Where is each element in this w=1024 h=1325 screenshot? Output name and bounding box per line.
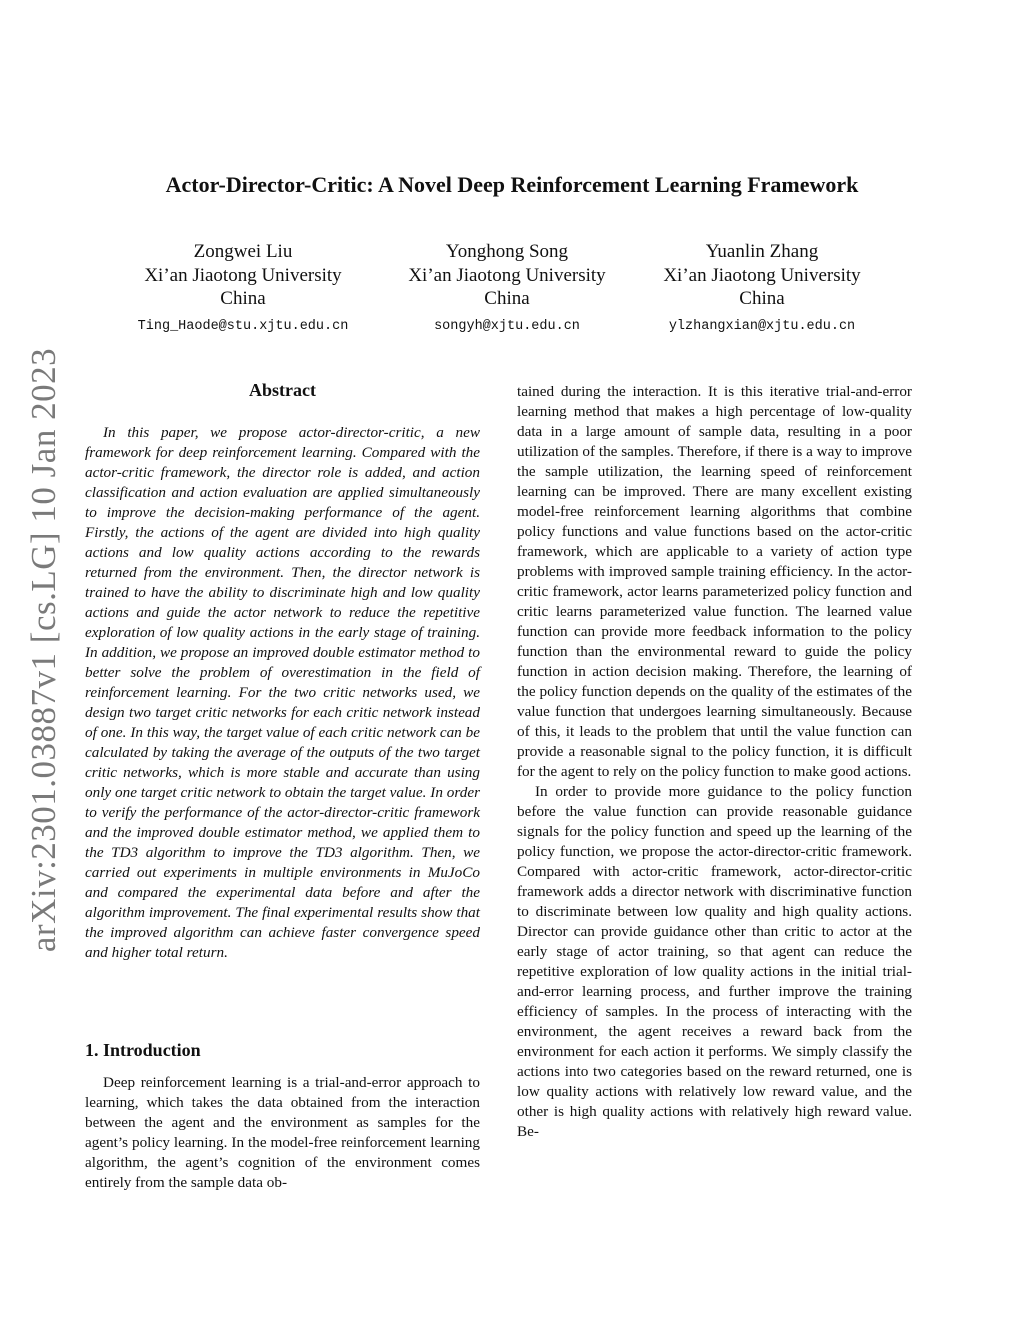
- introduction-left-column: [85, 1073, 480, 1193]
- paper-title: Actor-Director-Critic: A Novel Deep Reinforcement Learning Framework: [165, 172, 859, 197]
- author-block-2: [377, 240, 637, 337]
- author-email: Ting_Haode@stu.xjtu.edu.cn: [137, 318, 349, 334]
- intro-paragraph: Deep reinforcement learning is a trial-and-error approach to learning, which takes the data obtained from the interaction between the agent and the environment as samples for the agent’s policy learning. In the model-free reinforcement learning algorithm, the agent’s cognition of the environment comes entirely from the sample data ob-: [85, 1074, 480, 1191]
- abstract-paragraph: In this paper, we propose actor-director-critic, a new framework for deep reinforcement learning. Compared with the actor-critic framework, the director role is added, and action classification and action evaluation are applied simultaneously to improve the decision-making performance of the agent. Firstly, the actions of the agent are divided into high quality actions and low quality actions according to the rewards returned from the environment. Then, the director network is trained to have the ability to discriminate high and low quality actions and guide the actor network to reduce the repetitive exploration of low quality actions in the early stage of training. In addition, we propose an improved double estimator method to better solve the problem of overestimation in the field of reinforcement learning. For the two critic networks used, we design two target critic networks for each critic network instead of one. In this way, the target value of each critic network can be calculated by taking the average of the outputs of the two target critic networks, which is more stable and accurate than using only one target critic network to obtain the target value. In order to verify the performance of the actor-director-critic framework and the improved double estimator method, we applied them to the TD3 algorithm to improve the TD3 algorithm. Then, we carried out experiments in multiple environments in MuJoCo and compared the experimental data before and after the algorithm improvement. The final experimental results show that the improved algorithm can achieve faster convergence speed and higher total return.: [85, 424, 480, 961]
- intro-paragraph-continued: tained during the interaction. It is this iterative trial-and-error learning method that makes a high percentage of low-quality data in a large amount of sample data, resulting in a poor utilization of the samples. Therefore, if there is a way to improve the sample utilization, the learning speed of reinforcement learning can be improved. There are many excellent existing model-free reinforcement learning algorithms that combine policy functions and value functions based on the actor-critic framework, which are applicable to a variety of action type problems with improved sample training efficiency. In the actor-critic framework, actor learns parameterized policy function and critic learns parameterized value function. The learned value function can provide more feedback information to the policy function than the environmental reward to guide the policy function in action decision making. Therefore, the learning of the policy function depends on the quality of the estimates of the value function that undergoes learning simultaneously. Because of this, it leads to the problem that until the value function can provide a reasonable signal to the policy function, it is difficult for the agent to rely on the policy function to make good actions.: [517, 383, 912, 780]
- author-name: Yuanlin Zhang: [705, 241, 819, 262]
- abstract-heading: Abstract: [249, 380, 316, 400]
- arxiv-identifier-stamp: arXiv:2301.03887v1 [cs.LG] 10 Jan 2023: [24, 347, 63, 953]
- author-country: China: [484, 288, 530, 309]
- author-email: songyh@xjtu.edu.cn: [434, 318, 580, 334]
- author-name: Yonghong Song: [445, 241, 569, 262]
- abstract-body: [85, 423, 480, 963]
- intro-paragraph: In order to provide more guidance to the policy function before the value function can provide reasonable guidance signals for the policy function and speed up the learning of the policy function, we propose the actor-director-critic framework. Compared with actor-critic framework, actor-director-critic framework adds a director network with discriminative function to discriminate between low quality and high quality actions. Director can provide guidance other than critic to actor at the early stage of actor training, so that agent can reduce the repetitive exploration of low quality actions in the initial trial-and-error learning process, and further improve the training efficiency of samples. In the process of interacting with the environment, the agent receives a reward back from the environment for each action it performs. We simply classify the actions into two categories based on the reward returned, one is low quality actions with relatively low reward value, and the other is high quality actions with relatively high reward value. Be-: [517, 783, 912, 1140]
- section-heading-introduction: 1. Introduction: [85, 1040, 201, 1060]
- author-affiliation: Xi’an Jiaotong University: [408, 264, 606, 286]
- author-country: China: [220, 288, 266, 309]
- author-affiliation: Xi’an Jiaotong University: [663, 264, 861, 286]
- author-block-1: [113, 240, 373, 337]
- introduction-right-column: [517, 382, 912, 1142]
- author-country: China: [739, 288, 785, 309]
- author-email: ylzhangxian@xjtu.edu.cn: [668, 318, 856, 334]
- author-name: Zongwei Liu: [193, 241, 293, 262]
- author-affiliation: Xi’an Jiaotong University: [144, 264, 342, 286]
- author-block-3: [632, 240, 892, 337]
